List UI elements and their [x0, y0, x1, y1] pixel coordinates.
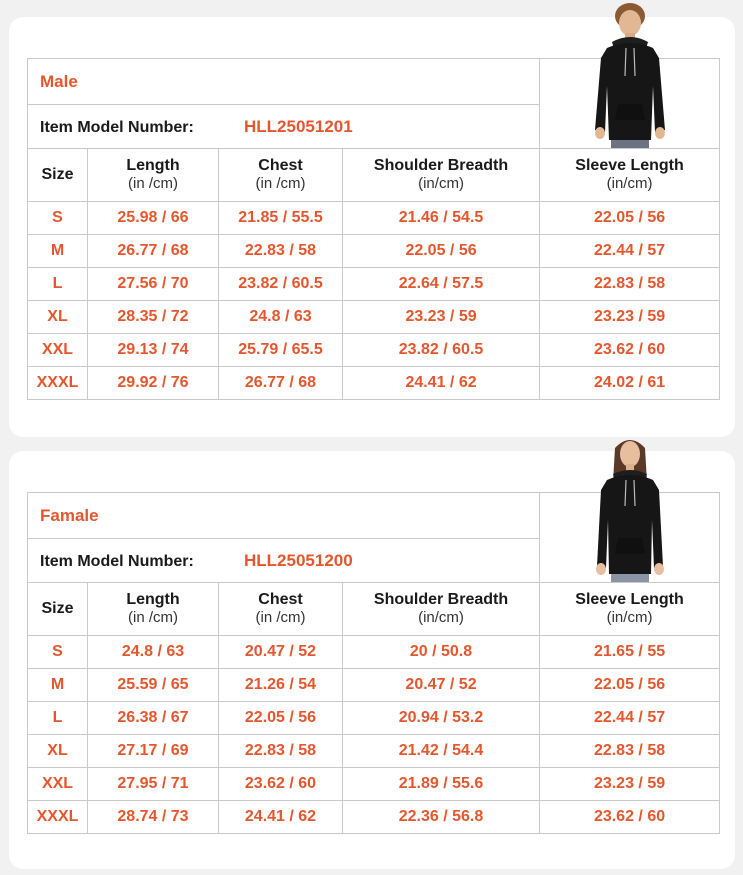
cell-length: 24.8 / 63 — [88, 636, 219, 669]
gender-title: Famale — [28, 493, 540, 539]
cell-shoulder: 22.05 / 56 — [343, 235, 540, 268]
cell-size: M — [28, 235, 88, 268]
header-size: Size — [28, 583, 88, 636]
cell-shoulder: 21.46 / 54.5 — [343, 202, 540, 235]
cell-size: L — [28, 268, 88, 301]
table-row — [28, 702, 720, 735]
cell-chest: 22.83 / 58 — [219, 735, 343, 768]
cell-sleeve: 22.05 / 56 — [540, 202, 720, 235]
cell-chest: 23.82 / 60.5 — [219, 268, 343, 301]
cell-sleeve: 24.02 / 61 — [540, 367, 720, 400]
cell-chest: 21.26 / 54 — [219, 669, 343, 702]
header-length: Length (in /cm) — [88, 583, 219, 636]
cell-shoulder: 20 / 50.8 — [343, 636, 540, 669]
cell-size: S — [28, 202, 88, 235]
table-row — [28, 735, 720, 768]
table-row — [28, 669, 720, 702]
male-model-hoodie-photo — [585, 2, 675, 148]
cell-length: 29.13 / 74 — [88, 334, 219, 367]
header-shoulder: Shoulder Breadth (in/cm) — [343, 149, 540, 202]
cell-chest: 22.83 / 58 — [219, 235, 343, 268]
cell-sleeve: 23.62 / 60 — [540, 801, 720, 834]
cell-length: 27.56 / 70 — [88, 268, 219, 301]
female-size-chart-card — [9, 451, 735, 869]
cell-sleeve: 21.65 / 55 — [540, 636, 720, 669]
cell-chest: 24.41 / 62 — [219, 801, 343, 834]
cell-length: 25.98 / 66 — [88, 202, 219, 235]
cell-length: 27.17 / 69 — [88, 735, 219, 768]
cell-size: L — [28, 702, 88, 735]
male-gender-row — [28, 59, 720, 105]
female-header-row — [28, 583, 720, 636]
cell-chest: 24.8 / 63 — [219, 301, 343, 334]
header-sleeve: Sleeve Length (in/cm) — [540, 149, 720, 202]
cell-length: 28.74 / 73 — [88, 801, 219, 834]
cell-sleeve: 22.44 / 57 — [540, 235, 720, 268]
header-chest: Chest (in /cm) — [219, 583, 343, 636]
cell-shoulder: 21.89 / 55.6 — [343, 768, 540, 801]
cell-size: XXL — [28, 334, 88, 367]
cell-shoulder: 20.94 / 53.2 — [343, 702, 540, 735]
item-model-number: HLL25051200 — [244, 550, 353, 570]
cell-length: 29.92 / 76 — [88, 367, 219, 400]
male-header-row — [28, 149, 720, 202]
cell-size: XXXL — [28, 367, 88, 400]
cell-sleeve: 22.05 / 56 — [540, 669, 720, 702]
cell-shoulder: 24.41 / 62 — [343, 367, 540, 400]
cell-size: XXXL — [28, 801, 88, 834]
header-size: Size — [28, 149, 88, 202]
table-row — [28, 235, 720, 268]
item-model-label: Item Model Number: — [40, 552, 194, 570]
gender-title: Male — [28, 59, 540, 105]
female-photo-cell — [540, 493, 720, 583]
header-chest: Chest (in /cm) — [219, 149, 343, 202]
cell-shoulder: 20.47 / 52 — [343, 669, 540, 702]
header-length: Length (in /cm) — [88, 149, 219, 202]
male-size-chart-card — [9, 17, 735, 437]
cell-chest: 21.85 / 55.5 — [219, 202, 343, 235]
cell-chest: 22.05 / 56 — [219, 702, 343, 735]
female-gender-row — [28, 493, 720, 539]
cell-length: 25.59 / 65 — [88, 669, 219, 702]
cell-sleeve: 22.83 / 58 — [540, 735, 720, 768]
cell-size: M — [28, 669, 88, 702]
cell-chest: 23.62 / 60 — [219, 768, 343, 801]
table-row — [28, 268, 720, 301]
header-sleeve: Sleeve Length (in/cm) — [540, 583, 720, 636]
table-row — [28, 768, 720, 801]
cell-shoulder: 23.82 / 60.5 — [343, 334, 540, 367]
cell-chest: 20.47 / 52 — [219, 636, 343, 669]
cell-size: XL — [28, 301, 88, 334]
table-row — [28, 301, 720, 334]
cell-sleeve: 23.23 / 59 — [540, 768, 720, 801]
cell-chest: 25.79 / 65.5 — [219, 334, 343, 367]
cell-length: 26.77 / 68 — [88, 235, 219, 268]
cell-chest: 26.77 / 68 — [219, 367, 343, 400]
table-row — [28, 636, 720, 669]
table-row — [28, 367, 720, 400]
cell-length: 28.35 / 72 — [88, 301, 219, 334]
header-shoulder: Shoulder Breadth (in/cm) — [343, 583, 540, 636]
cell-shoulder: 22.64 / 57.5 — [343, 268, 540, 301]
cell-size: S — [28, 636, 88, 669]
male-size-table — [27, 58, 720, 400]
item-model-number: HLL25051201 — [244, 116, 353, 136]
female-model-hoodie-photo — [585, 434, 675, 582]
cell-shoulder: 22.36 / 56.8 — [343, 801, 540, 834]
cell-sleeve: 22.44 / 57 — [540, 702, 720, 735]
cell-sleeve: 23.62 / 60 — [540, 334, 720, 367]
cell-sleeve: 23.23 / 59 — [540, 301, 720, 334]
table-row — [28, 801, 720, 834]
female-size-table — [27, 492, 720, 834]
cell-length: 27.95 / 71 — [88, 768, 219, 801]
cell-length: 26.38 / 67 — [88, 702, 219, 735]
cell-size: XXL — [28, 768, 88, 801]
male-photo-cell — [540, 59, 720, 149]
cell-shoulder: 21.42 / 54.4 — [343, 735, 540, 768]
cell-sleeve: 22.83 / 58 — [540, 268, 720, 301]
table-row — [28, 334, 720, 367]
table-row — [28, 202, 720, 235]
cell-size: XL — [28, 735, 88, 768]
item-model-label: Item Model Number: — [40, 118, 194, 136]
cell-shoulder: 23.23 / 59 — [343, 301, 540, 334]
